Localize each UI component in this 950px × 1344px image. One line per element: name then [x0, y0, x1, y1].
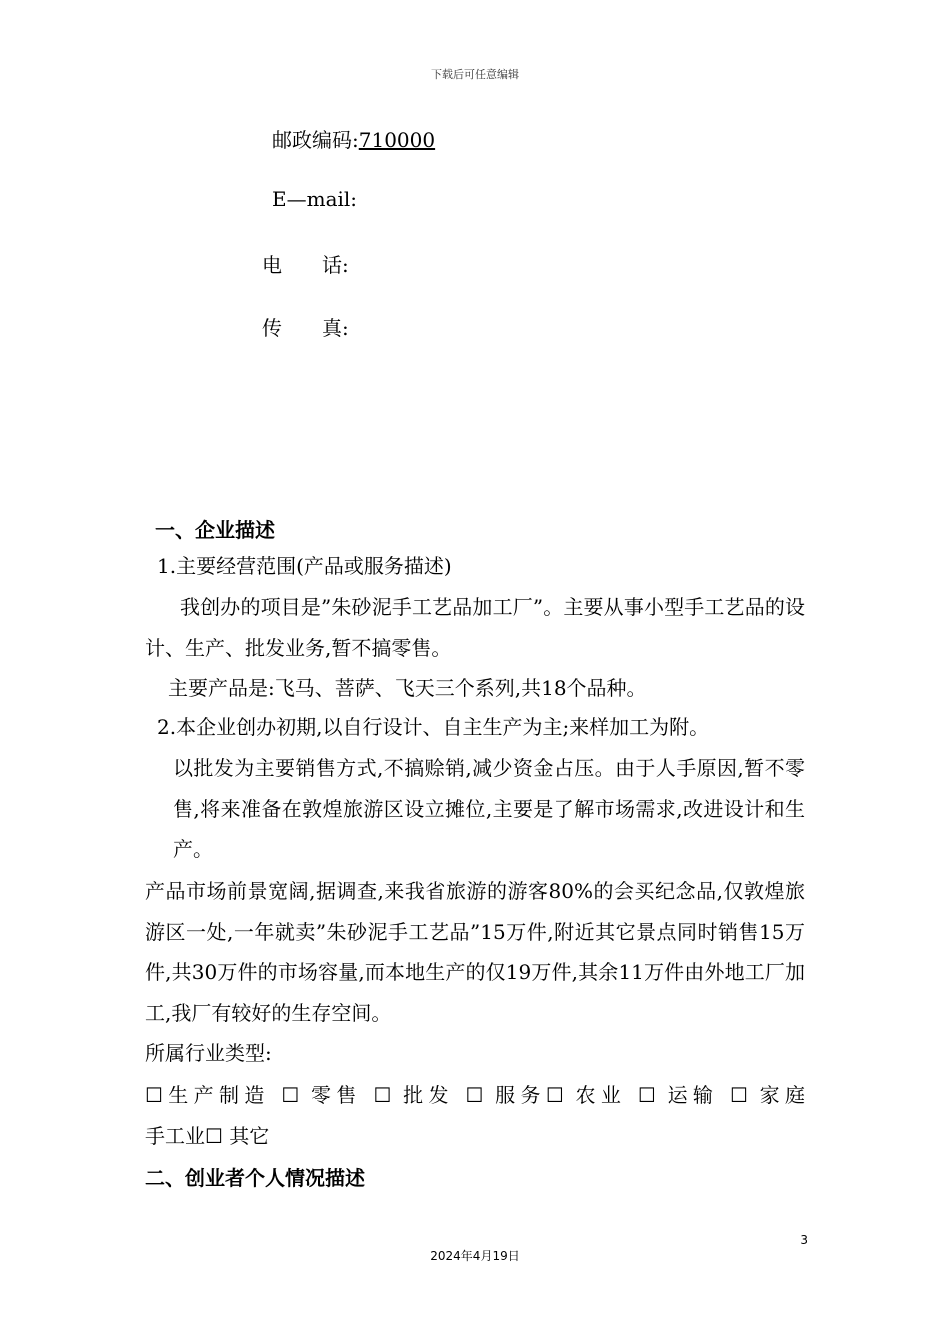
item-1-paragraph: 我创办的项目是”朱砂泥手工艺品加工厂”。主要从事小型手工艺品的设计、生产、批发业务,暂不搞零售。: [145, 595, 805, 660]
footer-date: 2024年4月19日: [430, 1249, 520, 1263]
section-1-title: 一、企业描述: [155, 518, 275, 542]
fax-label: 传 真:: [262, 316, 349, 340]
postal-code-value: 710000: [358, 128, 436, 152]
item-2-paragraph: 以批发为主要销售方式,不搞赊销,减少资金占压。由于人手原因,暂不零售,将来准备在敦煌旅游区设立摊位,主要是了解市场需求,改进设计和生产。: [173, 756, 805, 861]
products-line: 主要产品是:飞马、菩萨、飞天三个系列,共18个品种。: [168, 676, 647, 700]
phone-label: 电 话:: [262, 253, 349, 277]
postal-code-line: [272, 124, 435, 153]
industry-options-line-1: ☐生产制造 ☐ 零售 ☐ 批发 ☐ 服务☐ 农业 ☐ 运输 ☐ 家庭: [145, 1083, 805, 1107]
page-number: 3: [800, 1233, 808, 1247]
industry-options-line-2: 手工业☐ 其它: [145, 1124, 270, 1148]
page-header-note: 下载后可任意编辑: [431, 68, 519, 81]
item-2-line: 2.本企业创办初期,以自行设计、自主生产为主;来样加工为附。: [157, 715, 710, 739]
market-paragraph: 产品市场前景宽阔,据调查,来我省旅游的游客80%的会买纪念品,仅敦煌旅游区一处,一年就卖”朱砂泥手工艺品”15万件,附近其它景点同时销售15万件,共30万件的市场容量,而本地生产的仅19万件,其余11万件由外地工厂加工,我厂有较好的生存空间。: [145, 879, 805, 1025]
item-1-title: 1.主要经营范围(产品或服务描述): [157, 554, 452, 578]
email-label: E—mail:: [272, 187, 358, 211]
postal-code-label: 邮政编码:: [272, 128, 359, 152]
section-2-title: 二、创业者个人情况描述: [145, 1166, 365, 1190]
industry-type-label: 所属行业类型:: [145, 1041, 272, 1065]
